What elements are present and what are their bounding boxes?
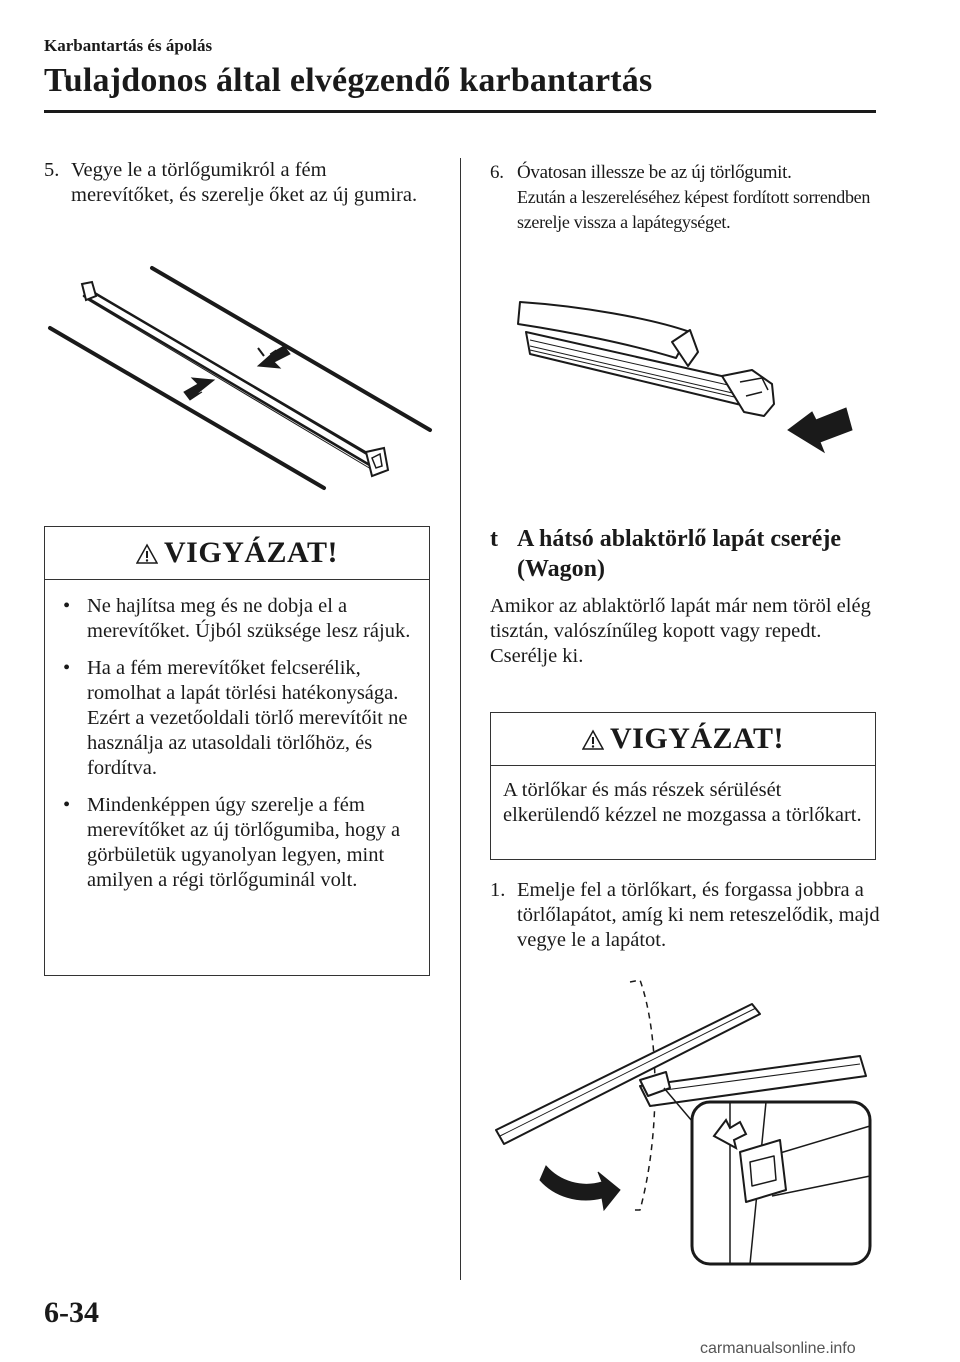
caution-title: VIGYÁZAT!: [164, 536, 338, 569]
warning-icon: [582, 729, 604, 751]
arrow-icon: [788, 408, 852, 452]
title-rule: [44, 110, 876, 113]
caution-bullet: • Ne hajlítsa meg és ne dobja el a merevítőket. Újból szüksége lesz rájuk.: [63, 595, 411, 642]
rear-wiper-removal-figure: [490, 976, 880, 1268]
caution-bullet: • Mindenképpen úgy szerelje a fém merevítőket az új törlőgumiba, hogy a görbületük ugyanolyan legyen, mint amilyen a régi törlőguminál volt.: [63, 794, 401, 891]
section-label: Karbantartás és ápolás: [44, 36, 213, 55]
step-text: Emelje fel a törlőkart, és forgassa jobbra a törlőlapátot, amíg ki nem reteszelődik, majd vegye le a lapátot.: [517, 879, 880, 951]
warning-icon: [136, 543, 158, 565]
step-text-line2: Ezután a leszereléséhez képest fordított sorrendben szerelje vissza a lapátegységet.: [517, 187, 871, 232]
caution-header: [45, 527, 429, 580]
intro-text-2: Cserélje ki.: [490, 645, 584, 667]
caution-title: VIGYÁZAT!: [610, 722, 784, 755]
caution-box-arm: [490, 712, 876, 860]
intro-text: Amikor az ablaktörlő lapát már nem töröl elég tisztán, valószínűleg kopott vagy repedt.: [490, 595, 871, 642]
caution-text: A törlőkar és más részek sérülését elkerülendő kézzel ne mozgassa a törlőkart.: [503, 779, 862, 826]
caution-header: [491, 713, 875, 766]
step-number: 1.: [490, 879, 506, 901]
arrow-icon: [184, 378, 214, 400]
caution-bullet: • Ha a fém merevítőket felcserélik, romolhat a lapát törlési hatékonysága. Ezért a vezetőoldali törlő merevítőit ne használja az utasoldali törlőhöz, és fordítva.: [63, 657, 408, 779]
step-number: 6.: [490, 162, 504, 183]
step-text: Vegye le a törlőgumikról a fém merevítőket, és szerelje őket az új gumira.: [71, 159, 418, 206]
watermark: carmanualsonline.info: [700, 1340, 856, 1357]
column-divider: [460, 158, 461, 1280]
subsection-marker: t: [490, 526, 498, 552]
step-1: [490, 878, 880, 953]
intro-paragraph: [490, 594, 880, 669]
arrow-icon: [540, 1166, 620, 1210]
step-text-line1: Óvatosan illessze be az új törlőgumit.: [517, 162, 792, 183]
wiper-blade-insert-figure: [500, 292, 870, 462]
subsection-heading: [490, 524, 880, 584]
step-number: 5.: [44, 159, 60, 181]
wiper-rubber-figure: [44, 262, 434, 494]
page-number: 6-34: [44, 1296, 99, 1329]
page-title: Tulajdonos által elvégzendő karbantartás: [44, 62, 653, 99]
subsection-title: A hátsó ablaktörlő lapát cseréje (Wagon): [517, 526, 841, 582]
step-5: [44, 158, 424, 208]
arrow-icon: [258, 346, 290, 368]
step-6: [490, 160, 880, 235]
caution-box: [44, 526, 430, 976]
